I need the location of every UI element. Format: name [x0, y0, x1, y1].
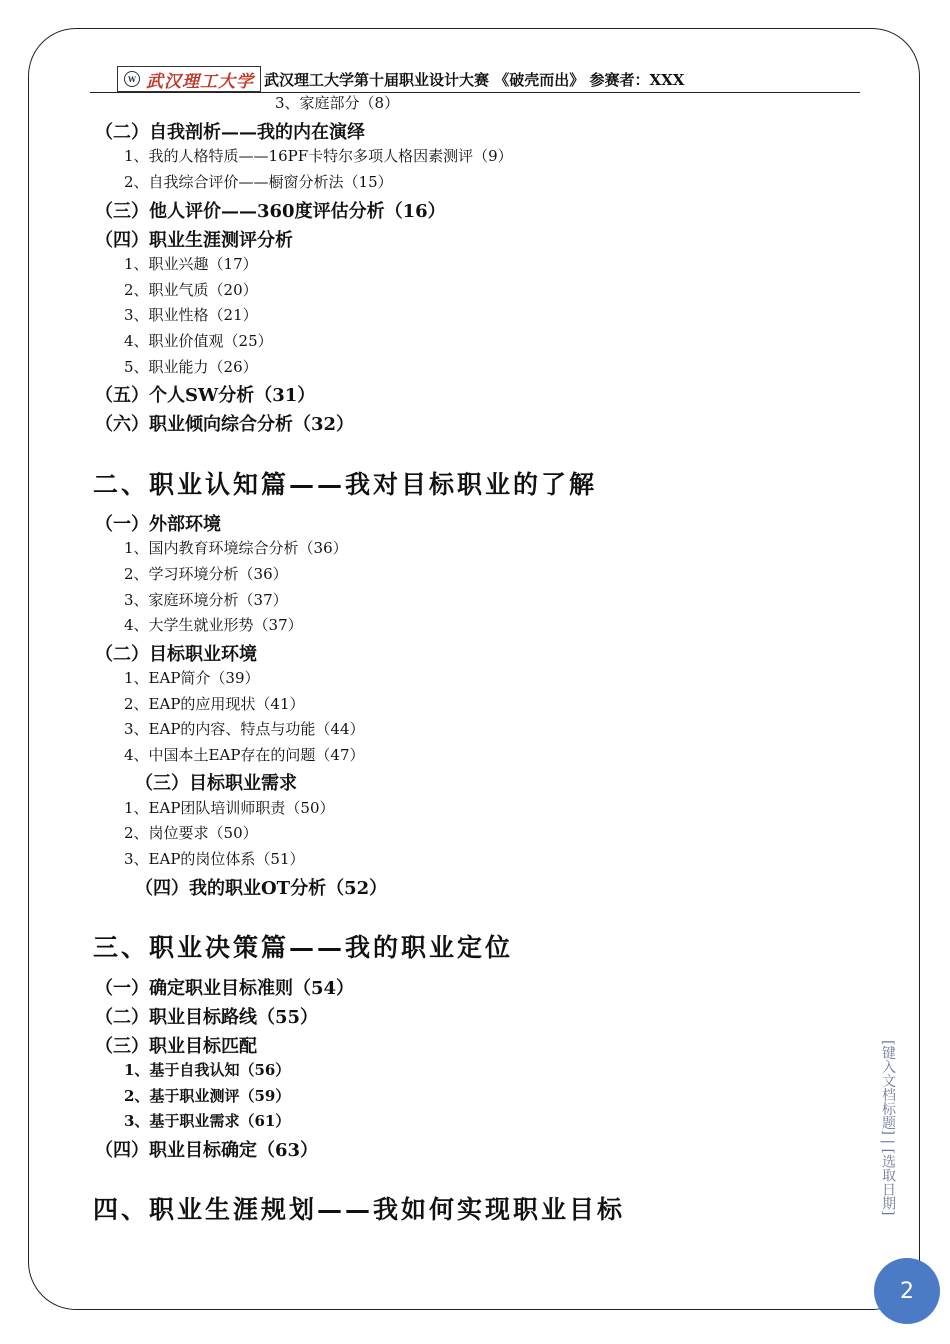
toc-chapter-heading[interactable]: 四、职业生涯规划——我如何实现职业目标	[93, 1195, 626, 1224]
toc-item[interactable]: （四）我的职业OT分析（52）	[135, 878, 388, 899]
logo-text: 武汉理工大学	[146, 71, 254, 92]
toc-item[interactable]: （三）目标职业需求	[135, 773, 297, 794]
toc-item[interactable]: （二）自我剖析——我的内在演绎	[95, 122, 365, 143]
toc-item[interactable]: （五）个人SW分析（31）	[95, 385, 316, 406]
toc-item[interactable]: （四）职业目标确定（63）	[95, 1140, 319, 1161]
toc-item[interactable]: 4、职业价值观（25）	[124, 332, 273, 350]
toc-item[interactable]: （三）他人评价——360度评估分析（16）	[95, 201, 446, 222]
toc-item[interactable]: 3、EAP的岗位体系（51）	[124, 850, 305, 868]
toc-item[interactable]: 2、岗位要求（50）	[124, 824, 258, 842]
page-number-badge: 2	[874, 1258, 940, 1324]
header-title: 武汉理工大学第十届职业设计大赛 《破壳而出》 参赛者：XXX	[264, 71, 685, 89]
toc-item[interactable]: 2、自我综合评价——橱窗分析法（15）	[124, 173, 393, 191]
toc-item[interactable]: 3、基于职业需求（61）	[124, 1112, 291, 1130]
toc-item[interactable]: 2、职业气质（20）	[124, 281, 258, 299]
toc-item[interactable]: 5、职业能力（26）	[124, 358, 258, 376]
toc-item[interactable]: 1、职业兴趣（17）	[124, 255, 258, 273]
toc-item[interactable]: 4、大学生就业形势（37）	[124, 616, 303, 634]
toc-item[interactable]: 3、家庭部分（8）	[275, 94, 400, 112]
toc-item[interactable]: 2、学习环境分析（36）	[124, 565, 288, 583]
toc-item[interactable]: （二）目标职业环境	[95, 644, 257, 665]
toc-item[interactable]: 1、基于自我认知（56）	[124, 1061, 291, 1079]
toc-item[interactable]: （四）职业生涯测评分析	[95, 230, 293, 251]
toc-item[interactable]: （一）确定职业目标准则（54）	[95, 978, 355, 999]
toc-chapter-heading[interactable]: 二、职业认知篇——我对目标职业的了解	[93, 470, 598, 499]
toc-item[interactable]: 1、EAP团队培训师职责（50）	[124, 799, 335, 817]
toc-item[interactable]: 2、EAP的应用现状（41）	[124, 695, 305, 713]
toc-item[interactable]: （二）职业目标路线（55）	[95, 1007, 319, 1028]
page-header	[90, 66, 860, 93]
toc-item[interactable]: 4、中国本土EAP存在的问题（47）	[124, 746, 365, 764]
toc-item[interactable]: 2、基于职业测评（59）	[124, 1087, 291, 1105]
university-logo	[117, 66, 261, 92]
toc-item[interactable]: （六）职业倾向综合分析（32）	[95, 414, 355, 435]
toc-item[interactable]: （一）外部环境	[95, 514, 221, 535]
university-emblem-icon: W	[124, 71, 140, 87]
toc-item[interactable]: 1、国内教育环境综合分析（36）	[124, 539, 348, 557]
toc-item[interactable]: 3、EAP的内容、特点与功能（44）	[124, 720, 365, 738]
document-title-date-placeholder[interactable]: [键入文档标题] | [选取日期]	[880, 1040, 896, 1216]
toc-chapter-heading[interactable]: 三、职业决策篇——我的职业定位	[93, 933, 514, 962]
toc-item[interactable]: 3、家庭环境分析（37）	[124, 591, 288, 609]
toc-item[interactable]: 3、职业性格（21）	[124, 306, 258, 324]
toc-item[interactable]: （三）职业目标匹配	[95, 1036, 257, 1057]
toc-item[interactable]: 1、EAP简介（39）	[124, 669, 260, 687]
toc-item[interactable]: 1、我的人格特质——16PF卡特尔多项人格因素测评（9）	[124, 147, 513, 165]
